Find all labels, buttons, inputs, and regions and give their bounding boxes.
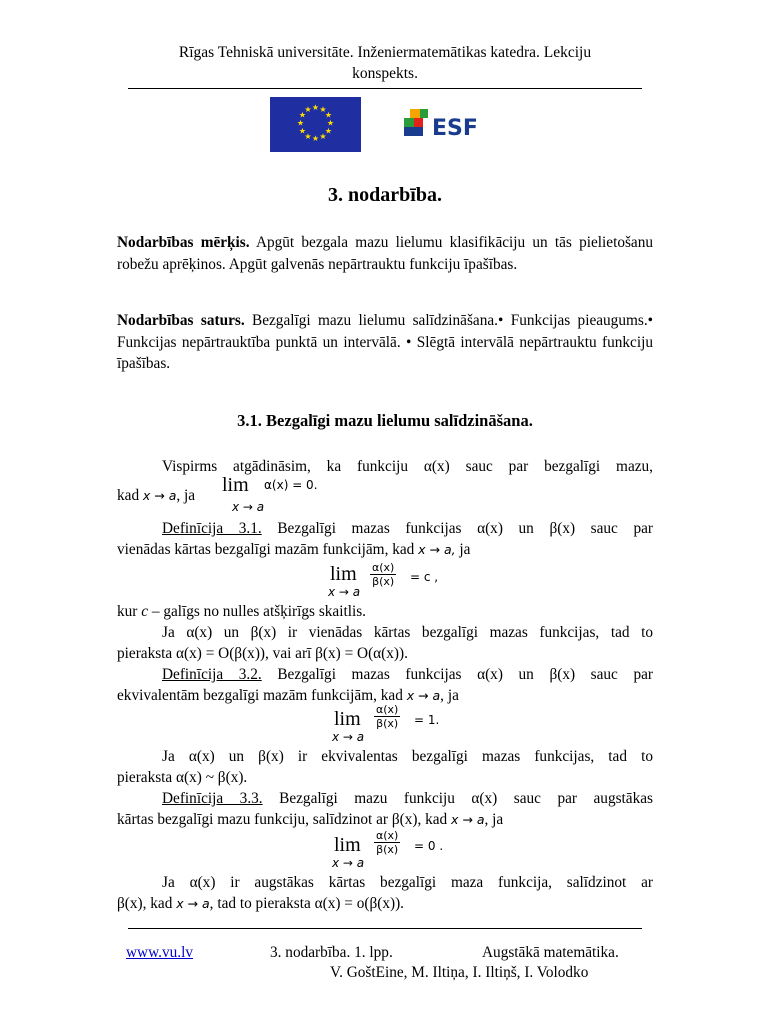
remark1-line-2: pieraksta α(x) = O(β(x)), vai arī β(x) = O(α(x)). — [117, 645, 408, 662]
eu-stars-icon — [270, 97, 361, 152]
svg-text:★: ★ — [324, 110, 333, 120]
limit-expression-1: lim x → a — [222, 474, 265, 514]
fraction-4: $\frac{\alpha(x)}{\beta(x)}$ — [376, 829, 399, 856]
remark2-line-2: pieraksta α(x) ~ β(x). — [117, 769, 248, 786]
footer-page-number: 3. nodarbība. 1. lpp. — [270, 944, 393, 961]
content-text: Bezgalīgi mazu lielumu salīdzināšana.• Funkcijas pieaugums.• Funkcijas nepārtrauktība punktā un intervālā. • Slēgtā intervālā nepārtrauktu funkciju īpašības. — [117, 312, 654, 372]
footer-website-link[interactable]: www.vu.lv — [126, 944, 193, 961]
svg-text:★: ★ — [296, 118, 305, 128]
svg-text:★: ★ — [326, 118, 335, 128]
svg-text:★: ★ — [304, 105, 312, 114]
goal-paragraph — [117, 232, 653, 275]
def3-line-2: kārtas bezgalīgi mazu funkciju, salīdzinot ar β(x), kad x → a, ja — [117, 811, 504, 828]
def1-label: Definīcija 3.1. — [162, 520, 262, 537]
svg-text:★: ★ — [304, 132, 312, 141]
footer-authors: V. GoštEine, M. Iltiņa, I. Iltiņš, I. Volodko — [330, 964, 589, 981]
content-label: Nodarbības saturs. — [117, 312, 245, 329]
esf-logo-text: ESF — [432, 116, 478, 141]
content-paragraph — [117, 310, 653, 375]
def1-line-1: Definīcija 3.1. Bezgalīgi mazas funkcijas α(x) un β(x) sauc par — [162, 520, 653, 537]
page-title: 3. nodarbība. — [328, 184, 442, 206]
svg-text:★: ★ — [311, 103, 320, 112]
svg-text:★: ★ — [319, 105, 327, 114]
def2-line-2: ekvivalentām bezgalīgi mazām funkcijām, kad x → a, ja — [117, 687, 459, 704]
svg-text:★: ★ — [324, 126, 333, 136]
fraction-2: $\frac{\alpha(x)}{\beta(x)}$ — [372, 561, 395, 588]
def3-label: Definīcija 3.3. — [162, 790, 263, 807]
limit-expression-4: lim x → a — [332, 834, 365, 870]
eu-flag-logo — [270, 97, 361, 152]
header-rule — [128, 88, 642, 89]
remark3-line-1: Ja α(x) ir augstākas kārtas bezgalīgi maza funkcija, salīdzinot ar — [162, 874, 653, 891]
intro-line-2: kad x → a, ja — [117, 487, 196, 504]
footer-link-wrap — [126, 944, 193, 962]
page-header — [128, 42, 642, 84]
def1-line-2: vienādas kārtas bezgalīgi mazām funkcijām, kad x → a, ja — [117, 541, 471, 558]
svg-text:★: ★ — [319, 132, 327, 141]
limit-expression-3: lim x → a — [332, 708, 365, 744]
remark1-line-1: Ja α(x) un β(x) ir vienādas kārtas bezgalīgi mazas funkcijas, tad to — [162, 624, 653, 641]
def3-line-1: Definīcija 3.3. Bezgalīgi mazu funkciju α(x) sauc par augstākas — [162, 790, 653, 807]
limit-rhs-3: = 1. — [414, 713, 440, 727]
def2-line-1: Definīcija 3.2. Bezgalīgi mazas funkcijas α(x) un β(x) sauc par — [162, 666, 653, 683]
remark2-line-1: Ja α(x) un β(x) ir ekvivalentas bezgalīgi mazas funkcijas, tad to — [162, 748, 653, 765]
limit-expression-2: lim x → a — [328, 563, 361, 599]
svg-text:★: ★ — [298, 110, 307, 120]
svg-text:★: ★ — [298, 126, 307, 136]
intro-line-1: Vispirms atgādināsim, ka funkciju α(x) sauc par bezgalīgi mazu, — [162, 458, 653, 475]
fraction-3: $\frac{\alpha(x)}{\beta(x)}$ — [376, 703, 399, 730]
svg-text:★: ★ — [311, 134, 320, 143]
esf-logo — [402, 105, 482, 145]
limit-rhs-1: α(x) = 0. — [264, 478, 318, 492]
remark3-line-2: β(x), kad x → a, tad to pieraksta α(x) = o(β(x)). — [117, 895, 404, 912]
section-title: 3.1. Bezgalīgi mazu lielumu salīdzināšana. — [237, 411, 533, 430]
footer-course: Augstākā matemātika. — [482, 944, 619, 961]
def2-label: Definīcija 3.2. — [162, 666, 262, 683]
header-line-1: Rīgas Tehniskā universitāte. Inženiermatemātikas katedra. Lekciju — [178, 44, 592, 61]
limit-rhs-4: = 0 . — [414, 839, 444, 853]
goal-text: Apgūt bezgala mazu lielumu klasifikāciju un tās pielietošanu robežu aprēķinos. Apgūt galvenās nepārtrauktu funkciju īpašības. — [117, 234, 654, 273]
header-line-2: konspekts. — [352, 65, 418, 82]
limit-rhs-2: = c , — [410, 570, 439, 584]
def1-where: kur c – galīgs no nulles atšķirīgs skaitlis. — [117, 603, 366, 620]
footer-rule — [128, 928, 642, 929]
goal-label: Nodarbības mērķis. — [117, 234, 250, 251]
